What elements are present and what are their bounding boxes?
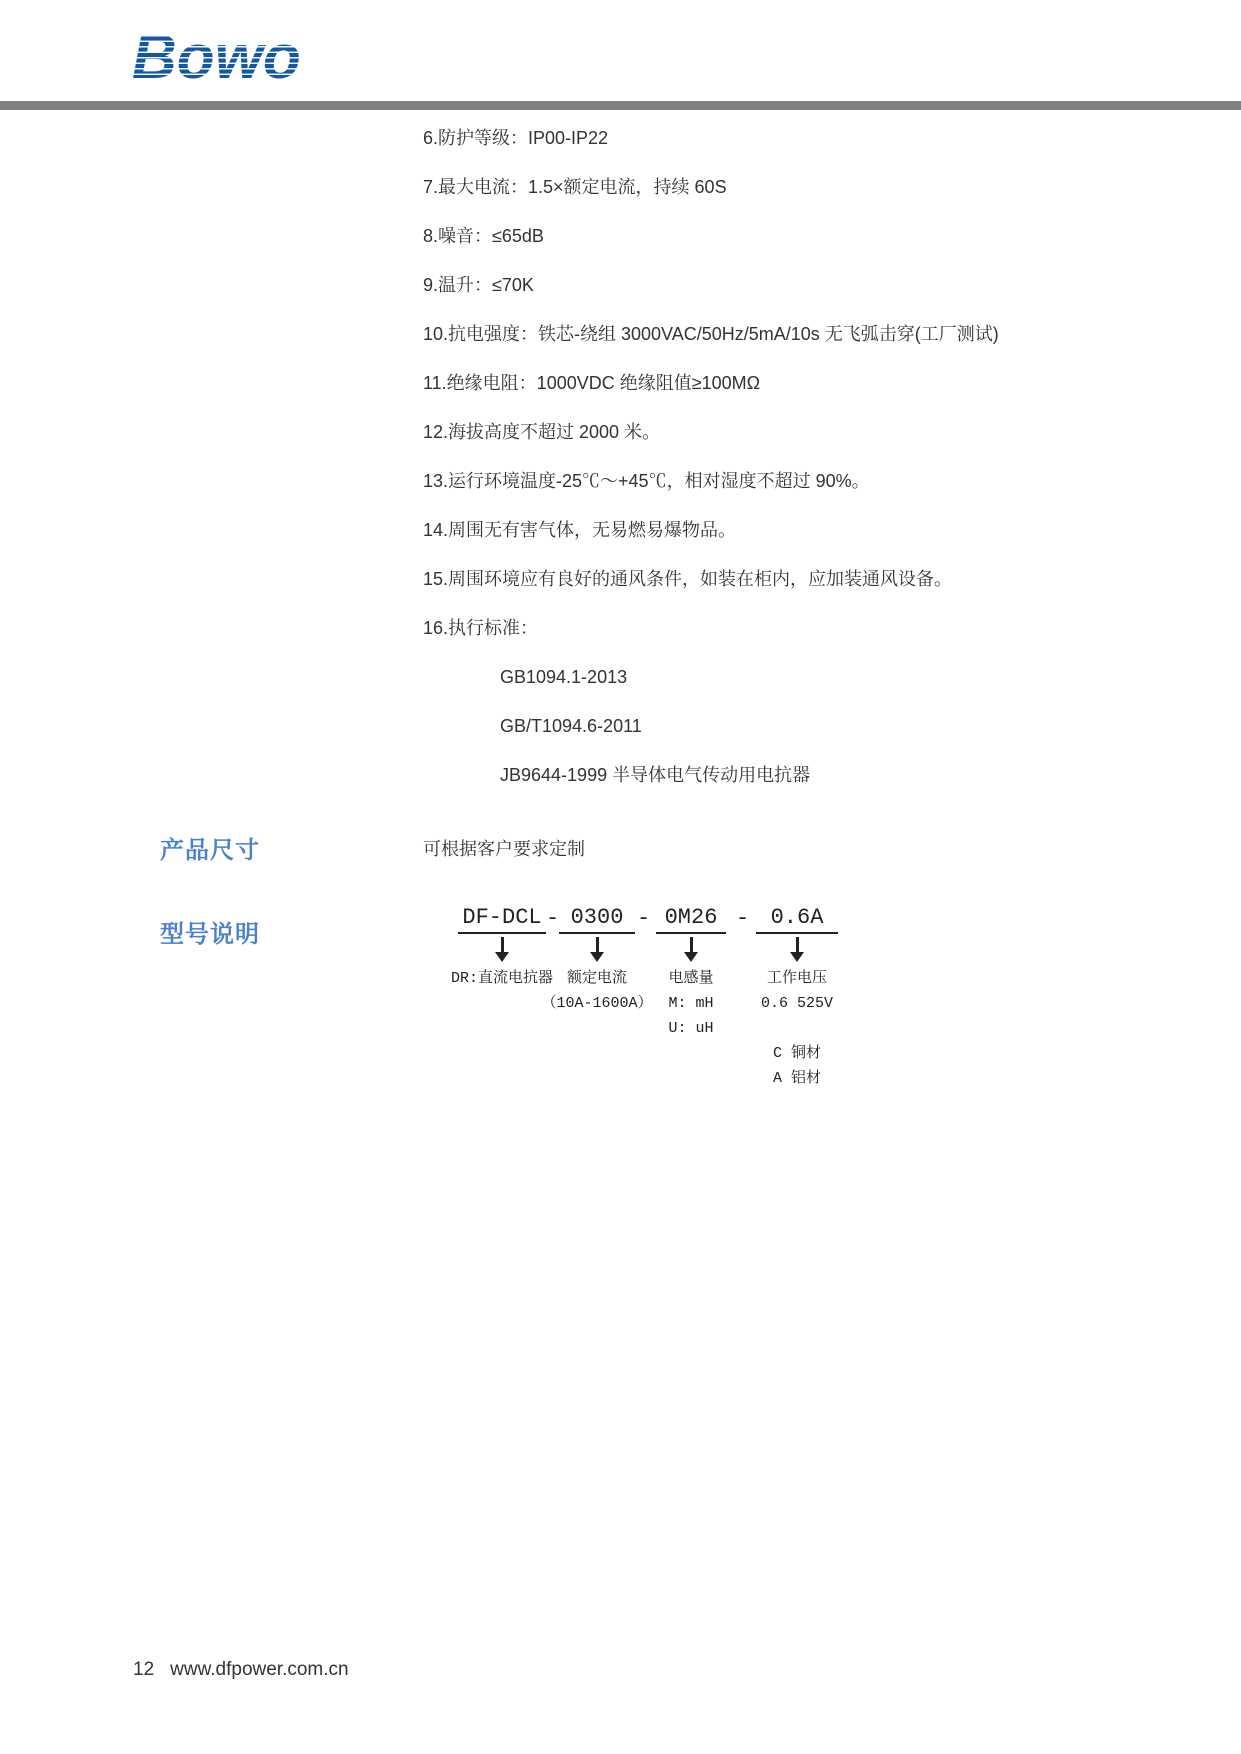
standard-item: JB9644-1999 半导体电气传动用电抗器 xyxy=(500,765,811,785)
logo-graphic xyxy=(130,20,310,92)
model-code-voltage: 0.6A xyxy=(756,906,838,934)
model-code-series: DF-DCL xyxy=(458,906,546,934)
spec-list xyxy=(423,128,999,814)
down-arrow-icon xyxy=(649,937,733,963)
model-label: A 铝材 xyxy=(772,1070,822,1087)
model-code-current: 0300 xyxy=(559,906,635,934)
model-number-diagram xyxy=(0,906,1241,1106)
standard-item: GB1094.1-2013 xyxy=(500,667,628,687)
down-arrow-icon xyxy=(749,937,845,963)
section-title-product-size: 产品尺寸 xyxy=(160,837,260,864)
header-divider-bar xyxy=(0,101,1241,110)
model-label: DR:直流电抗器 xyxy=(450,970,554,987)
page-footer xyxy=(133,1659,349,1681)
down-arrow-icon xyxy=(450,937,554,963)
spec-item: 11.绝缘电阻：1000VDC 绝缘阻值≥100MΩ xyxy=(423,373,761,393)
model-segment-series xyxy=(450,906,554,991)
spec-item: 6.防护等级：IP00-IP22 xyxy=(423,128,609,148)
model-segment-voltage xyxy=(749,906,845,1091)
spec-item: 7.最大电流：1.5×额定电流，持续 60S xyxy=(423,177,727,197)
spec-item: 13.运行环境温度-25℃～+45℃，相对湿度不超过 90%。 xyxy=(423,471,870,491)
model-separator: - xyxy=(546,906,560,931)
model-label: 工作电压 xyxy=(766,970,828,987)
spec-item: 9.温升：≤70K xyxy=(423,275,534,295)
model-segment-current xyxy=(541,905,653,1016)
model-label: C 铜材 xyxy=(772,1045,822,1062)
model-label: （10A-1600A） xyxy=(541,995,653,1012)
website-url: www.dfpower.com.cn xyxy=(170,1659,349,1680)
model-label: 电感量 xyxy=(668,970,714,987)
company-logo xyxy=(130,20,310,97)
spec-item: 16.执行标准： xyxy=(423,618,539,638)
spec-item: 14.周围无有害气体，无易燃易爆物品。 xyxy=(423,520,737,540)
product-size-content: 可根据客户要求定制 xyxy=(423,839,585,859)
spec-item: 12.海拔高度不超过 2000 米。 xyxy=(423,422,661,442)
model-label: 0.6 525V xyxy=(760,995,834,1012)
spec-item: 15.周围环境应有良好的通风条件，如装在柜内，应加装通风设备。 xyxy=(423,569,953,589)
model-label: U: uH xyxy=(668,1020,714,1037)
spec-item: 8.噪音：≤65dB xyxy=(423,226,544,246)
down-arrow-icon xyxy=(551,937,643,963)
model-label: 额定电流 xyxy=(566,970,628,987)
logo-text: Bowo xyxy=(132,23,301,92)
model-label: M: mH xyxy=(668,995,714,1012)
model-segment-inductance xyxy=(649,906,733,1041)
section-title-model-description: 型号说明 xyxy=(160,921,260,948)
model-separator: - xyxy=(736,906,750,931)
model-code-inductance: 0M26 xyxy=(656,906,726,934)
standard-item: GB/T1094.6-2011 xyxy=(500,716,642,736)
model-separator: - xyxy=(637,906,651,931)
page-number: 12 xyxy=(133,1659,155,1680)
spec-item: 10.抗电强度：铁芯-绕组 3000VAC/50Hz/5mA/10s 无飞弧击穿(工厂测试) xyxy=(423,324,999,344)
